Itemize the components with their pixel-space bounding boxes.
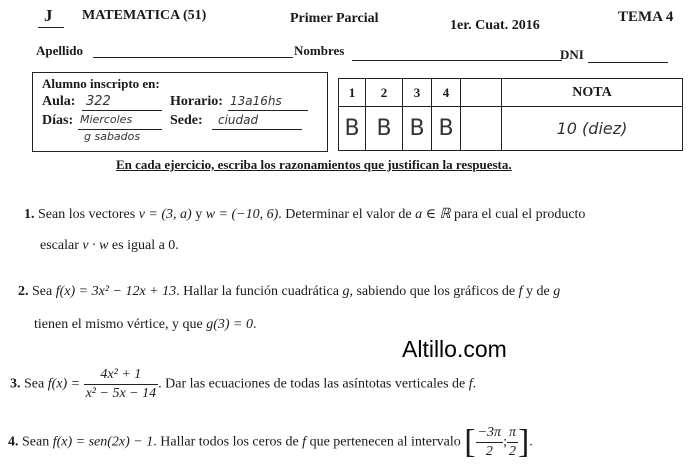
fraction-denominator: 2 (485, 444, 493, 459)
dias-value-1: Miercoles (80, 113, 133, 126)
watermark: Altillo.com (402, 336, 507, 362)
exercise-text: . Dar las ecuaciones de todas las asíntotas verticales de (158, 376, 466, 392)
exercise-text: y (195, 207, 203, 222)
function-f-lhs: f(x) = (47, 376, 81, 392)
grade-mark-1: B (339, 107, 366, 151)
aula-value: 322 (86, 94, 111, 109)
exercise-text: . Hallar todos los ceros de (153, 434, 299, 450)
fraction-numerator: π (507, 424, 518, 443)
grade-header-2: 2 (366, 79, 403, 107)
parameter-a: a ∈ ℝ (415, 207, 451, 222)
fraction-denominator: 2 (508, 444, 516, 459)
exercise-3 (10, 366, 476, 403)
exercise-number: 4. (8, 434, 19, 450)
exercise-text: escalar (40, 238, 79, 253)
function-g: g (553, 284, 561, 299)
instructions: En cada ejercicio, escriba los razonamientos que justifican la respuesta. (116, 157, 512, 172)
exercise-number: 3. (10, 376, 21, 392)
exercise-text: es igual a 0. (111, 238, 179, 253)
grade-header-3: 3 (403, 79, 432, 107)
fraction-denominator: x² − 5x − 14 (85, 386, 157, 401)
exercise-1-line-2 (40, 238, 179, 254)
grade-header-blank (461, 79, 502, 107)
names-label: Nombres (294, 43, 345, 58)
exercise-text: Sean los vectores (38, 207, 136, 222)
dni-line (588, 62, 668, 63)
condition-g3: g(3) = 0 (206, 317, 254, 332)
grade-mark-2: B (366, 107, 403, 151)
sede-value: ciudad (218, 113, 259, 127)
grade-mark-3: B (403, 107, 432, 151)
exercise-text: . (472, 376, 477, 392)
grade-table (338, 78, 683, 151)
exercise-text: . (253, 317, 257, 332)
grade-header-nota: NOTA (502, 79, 683, 107)
interval-separator: ; (503, 434, 507, 450)
exam-code-underline (38, 27, 64, 28)
exam-title: Primer Parcial (290, 11, 379, 26)
theme: TEMA 4 (618, 9, 674, 25)
dias-label: Días: (42, 113, 74, 128)
exercise-text: y de (526, 284, 550, 299)
dot-product: v · w (82, 238, 109, 253)
exercise-text: Sea (32, 284, 53, 299)
enrollment-title: Alumno inscripto en: (42, 76, 160, 91)
exercise-text: Sean (22, 434, 50, 450)
surname-line (93, 57, 293, 58)
dni-label: DNI (560, 47, 584, 62)
exercise-text: . Determinar el valor de (278, 207, 412, 222)
exercise-text: que pertenecen al intervalo (309, 434, 461, 450)
fraction-numerator: −3π (476, 424, 503, 443)
vector-w-definition: w = (−10, 6) (205, 207, 279, 222)
exercise-number: 2. (18, 284, 29, 299)
interval-left-bracket: [ (464, 423, 476, 461)
exercise-2-line-1 (18, 284, 560, 300)
exercise-number: 1. (24, 207, 35, 222)
grade-nota-value: 10 (diez) (502, 107, 683, 151)
horario-label: Horario: (170, 94, 223, 109)
grade-header-1: 1 (339, 79, 366, 107)
sede-label: Sede: (170, 113, 203, 128)
names-line (352, 60, 562, 61)
exercise-2-line-2 (34, 317, 257, 333)
exercise-1-line-1 (24, 206, 585, 223)
function-f-definition: f(x) = sen(2x) − 1 (52, 434, 154, 450)
function-f: f (518, 284, 523, 299)
exercise-text: para el cual el producto (454, 207, 586, 222)
term: 1er. Cuat. 2016 (450, 18, 540, 33)
horario-line (228, 110, 308, 111)
grade-mark-4: B (432, 107, 461, 151)
grade-header-4: 4 (432, 79, 461, 107)
function-f-definition: f(x) = 3x² − 12x + 13 (55, 284, 177, 299)
function-g: g (342, 284, 350, 299)
exercise-text: , sabiendo que los gráficos de (349, 284, 516, 299)
fraction-numerator: 4x² + 1 (84, 366, 159, 385)
grade-mark-blank (461, 107, 502, 151)
exercise-text: . (529, 434, 533, 450)
horario-value: 13a16hs (230, 94, 282, 108)
interval-right-bracket: ] (517, 423, 530, 461)
dias-value-2: g sabados (84, 130, 141, 143)
exercise-text: tienen el mismo vértice, y que (34, 317, 203, 332)
exam-code: J (44, 6, 53, 25)
sede-line (212, 129, 302, 130)
interval-upper-bound (507, 424, 518, 461)
function-f: f (468, 376, 473, 392)
exercise-text: Sea (24, 376, 45, 392)
function-f: f (302, 434, 307, 450)
exercise-4 (8, 424, 533, 461)
subject-title: MATEMATICA (51) (82, 8, 207, 23)
exercise-text: . Hallar la función cuadrática (176, 284, 339, 299)
vector-v-definition: v = (3, a) (138, 207, 192, 222)
surname-label: Apellido (36, 43, 83, 58)
aula-label: Aula: (42, 94, 76, 109)
interval-lower-bound (476, 424, 503, 461)
aula-line (82, 110, 162, 111)
rational-function (84, 366, 159, 403)
